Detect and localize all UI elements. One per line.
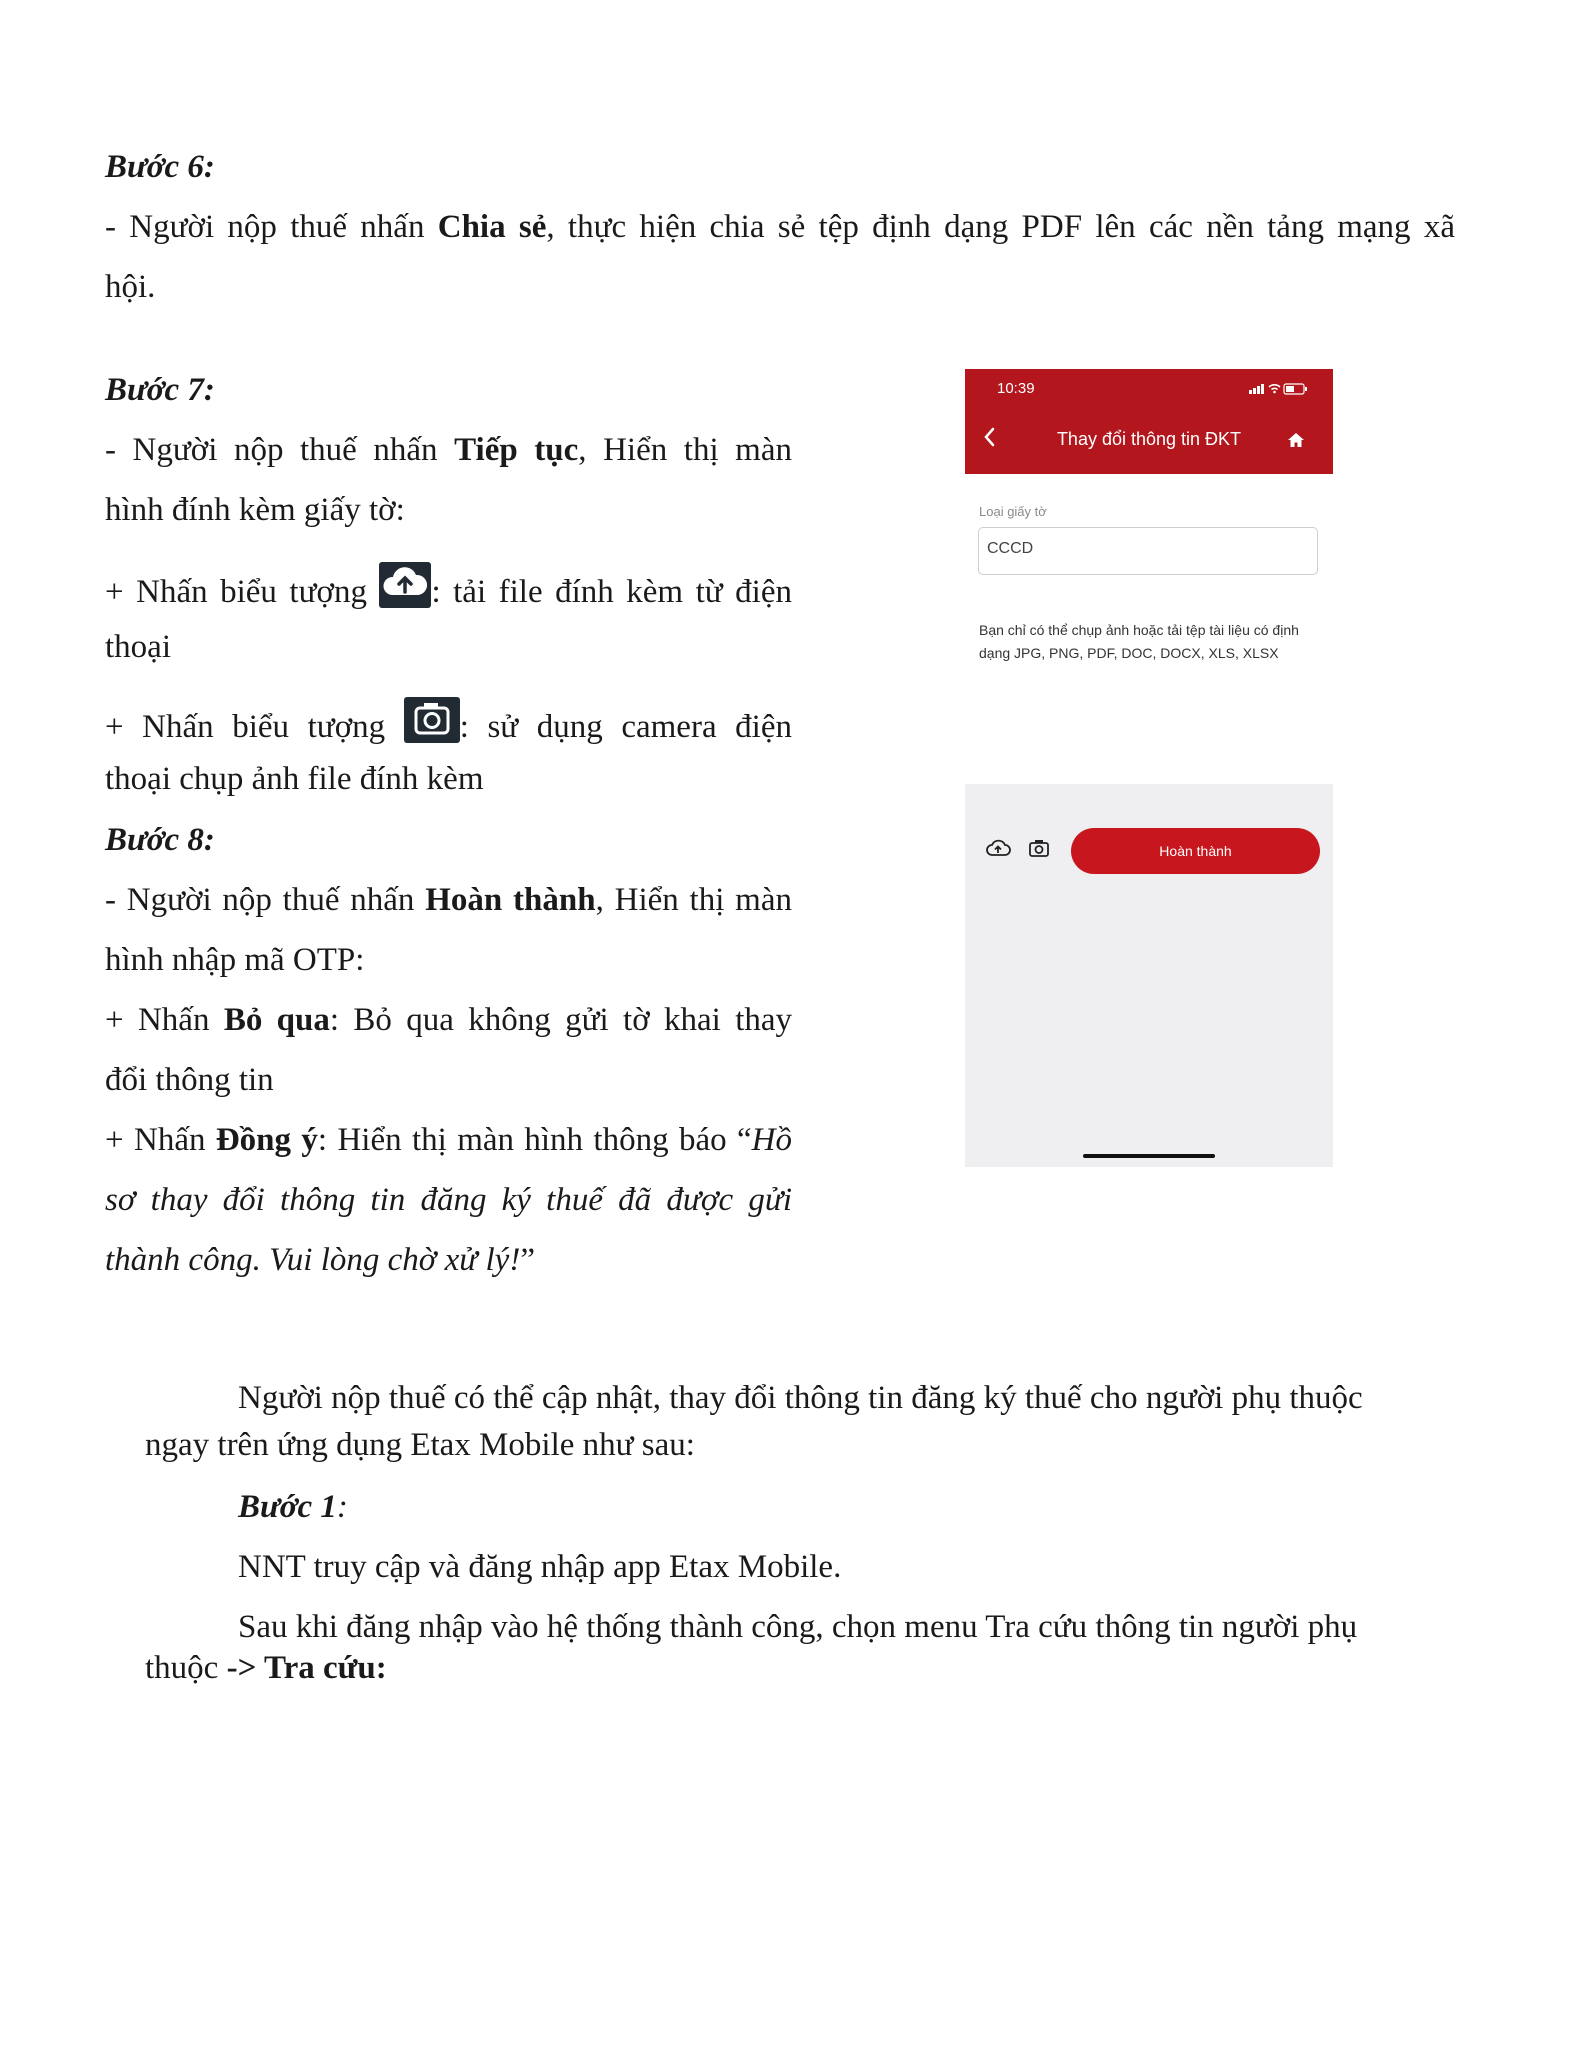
camera-button[interactable] [1027, 836, 1051, 865]
buoc8-line3 [105, 1000, 792, 1040]
buoc8-line2: hình nhập mã OTP: [105, 942, 365, 978]
status-icons [1249, 381, 1309, 398]
buoc6-line2: hội. [105, 269, 156, 305]
home-button[interactable] [1287, 431, 1305, 454]
section2-p1-line2: ngay trên ứng dụng Etax Mobile như sau: [145, 1427, 695, 1463]
buoc7-line6: thoại chụp ảnh file đính kèm [105, 761, 484, 797]
signal-wifi-battery-icon [1249, 381, 1309, 395]
text: , thực hiện chia sẻ tệp định dạng PDF lên các nền tảng mạng xã [546, 209, 1455, 245]
buoc8-line7 [105, 1240, 535, 1280]
tiep-tuc-label: Tiếp tục [454, 432, 579, 468]
text: + Nhấn biểu tượng [105, 709, 404, 745]
buoc6-line1 [105, 207, 1455, 247]
buoc7-line3 [105, 562, 792, 612]
buoc6-heading: Bước 6: [105, 149, 215, 185]
buoc1-heading [238, 1487, 348, 1527]
text: ” [520, 1242, 535, 1278]
buoc8-line5 [105, 1120, 792, 1160]
section2-p1-line1: Người nộp thuế có thể cập nhật, thay đổi thông tin đăng ký thuế cho người phụ thuộc [238, 1380, 1363, 1416]
section2-p3-line1: Sau khi đăng nhập vào hệ thống thành công, chọn menu Tra cứu thông tin người phụ [238, 1609, 1358, 1645]
text: + Nhấn [105, 1002, 224, 1038]
buoc7-line4: thoại [105, 629, 171, 665]
buoc7-heading: Bước 7: [105, 372, 215, 408]
text: thành công. Vui lòng chờ xử lý! [105, 1242, 521, 1278]
field-label: Loại giấy tờ [979, 504, 1047, 519]
bo-qua-label: Bỏ qua [223, 1002, 330, 1038]
text: + Nhấn [105, 1122, 216, 1158]
attachment-panel [965, 474, 1333, 859]
camera-icon [1027, 836, 1051, 860]
buoc7-line5 [105, 697, 792, 747]
text: , Hiển thị màn [578, 432, 792, 468]
text: thuộc [145, 1650, 227, 1686]
tra-cuu-label: -> Tra cứu: [226, 1650, 387, 1686]
text: : [336, 1489, 348, 1525]
home-indicator [1083, 1154, 1215, 1158]
buoc8-line1 [105, 880, 792, 920]
chia-se-label: Chia sẻ [437, 209, 547, 245]
text: : sử dụng camera điện [459, 709, 792, 745]
section2-p2: NNT truy cập và đăng nhập app Etax Mobile. [238, 1549, 842, 1585]
file-format-note: Bạn chỉ có thể chụp ảnh hoặc tải tệp tài liệu có định dạng JPG, PNG, PDF, DOC, DOCX, XLS, XLSX [979, 622, 1299, 661]
screen-title: Thay đổi thông tin ĐKT [1056, 429, 1242, 449]
text: - Người nộp thuế nhấn [105, 882, 426, 918]
buoc8-line4: đổi thông tin [105, 1062, 274, 1098]
text: : Bỏ qua không gửi tờ khai thay [329, 1002, 793, 1038]
text: : Hiển thị màn hình thông báo “ [317, 1122, 752, 1158]
home-icon [1287, 431, 1305, 449]
status-time: 10:39 [997, 380, 1035, 397]
cloud-upload-icon [985, 836, 1011, 862]
text: + Nhấn biểu tượng [105, 574, 380, 610]
text: , Hiển thị màn [595, 882, 792, 918]
cloud-upload-icon [379, 562, 431, 608]
buoc8-heading: Bước 8: [105, 822, 215, 858]
text: : tải file đính kèm từ điện [431, 574, 792, 610]
dong-y-label: Đồng ý [215, 1122, 318, 1158]
document-type-field[interactable]: CCCD [978, 527, 1318, 575]
text: - Người nộp thuế nhấn [105, 209, 438, 245]
app-header [965, 369, 1333, 474]
hoan-thanh-button[interactable]: Hoàn thành [1071, 828, 1320, 874]
camera-icon [404, 697, 460, 743]
phone-screenshot [965, 369, 1333, 1167]
section2-p3-line2 [145, 1648, 387, 1688]
text: - Người nộp thuế nhấn [105, 432, 455, 468]
buoc7-line1 [105, 430, 792, 470]
upload-button[interactable] [985, 836, 1011, 867]
buoc8-line6: sơ thay đổi thông tin đăng ký thuế đã được gửi [105, 1182, 792, 1218]
buoc7-line2: hình đính kèm giấy tờ: [105, 492, 405, 528]
hoan-thanh-label: Hoàn thành [425, 882, 596, 918]
text: Bước 1 [238, 1489, 337, 1525]
text: Hồ [751, 1122, 792, 1158]
